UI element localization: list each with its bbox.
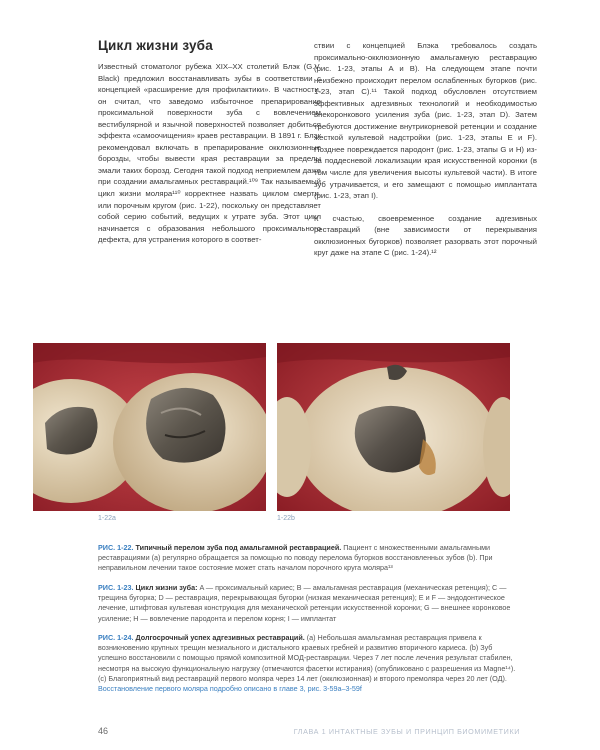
paragraph: К счастью, своевременное создание адгезивных реставраций (вне зависимости от перекрывания окклюзионных бугорков) позволяет разорвать этот порочный круг даже на этапе C (рис. 1-24).¹² <box>314 213 537 258</box>
caption-fig-1-23 <box>98 583 520 624</box>
caption-reference-link[interactable]: Восстановление первого моляра подробно описано в главе 3, рис. 3-59a–3-59f <box>98 684 362 694</box>
caption-fig-1-24 <box>98 633 520 694</box>
section-title: Цикл жизни зуба <box>98 38 213 53</box>
caption-fig-1-22 <box>98 543 520 574</box>
figure-label-b: 1-22b <box>277 515 295 522</box>
text-column-left <box>98 61 321 246</box>
page-number: 46 <box>98 726 109 736</box>
caption-title: Цикл жизни зуба: <box>135 583 198 592</box>
caption-number: РИС. 1-23. <box>98 583 134 592</box>
paragraph: Известный стоматолог рубежа XIX–XX столетий Блэк (G.V. Black) предложил восстанавливать зубы в соответствии с концепцией «расширение для профилактики». В частности, он считал, что заведомо избыточное препарирование проксимальной поверхности зуба с вовлечением вестибулярной и язычной поверхностей позволяет добиться эффекта «самоочищения» краев реставрации. В 1891 г. Блэк рекомендовал включать в препарирование окклюзионные борозды, чтобы вывести края реставрации за пределы эмали таких борозд. Сегодня такой подход неприемлем даже при создании амальгамных реставраций.¹⁰⁹ Так называемый цикл жизни моляра¹¹⁰ корректнее назвать циклом смерти, или порочным кругом (рис. 1-22), поскольку он представляет собой серию событий, ведущих к утрате зуба. Этот цикл начинается с образования небольшого проксимального дефекта, для устранения которого в соответ- <box>98 62 321 245</box>
caption-number: РИС. 1-22. <box>98 543 134 552</box>
figure-1-22a-photo <box>33 343 266 511</box>
caption-title: Долгосрочный успех адгезивных реставраций. <box>135 633 305 642</box>
paragraph: ствии с концепцией Блэка требовалось создать проксимально-окклюзионную амальгамную реставрацию (рис. 1-23, этапы A и B). На следующем этапе почти неизбежно происходит перелом ослабленных бугорков (рис. 1-23, этап C).¹¹ Такой подход обусловлен отсутствием эффективных адгезивных технологий и необходимостью внекоронкового усиления зуба (рис. 1-23, этап D). Затем требуются достижение внутрикорневой ретенции и создание жесткой культевой надстройки (рис. 1-23, этапы E и F). Позднее повреждается пародонт (рис. 1-23, этапы G и H) из-за поддесневой локализации края искусственной коронки (в том числе для увеличения высоты культевой части). В итоге зуб утрачивается, и его замещают с помощью имплантата (рис. 1-23, этап I). <box>314 41 537 201</box>
running-footer-chapter: ГЛАВА 1 ИНТАКТНЫЕ ЗУБЫ И ПРИНЦИП БИОМИМЕТИКИ <box>293 727 520 736</box>
caption-body: Пациент с множественными амальгамными реставрациями (a) регулярно обращается за помощью по поводу перелома бугорков восстановленных зубов (b). При неправильном лечении такое состояние может стать началом порочного круга моляра¹³ <box>98 543 493 573</box>
caption-body: (a) Небольшая амальгамная реставрация привела к возникновению крупных трещин мезиального и дистального краевых гребней и развитию вторичного кариеса. (b) Зуб успешно восстановили с помощью прямой композитной МОД-реставрации. Через 7 лет после лечения результат стабилен, несмотря на высокую функциональную нагрузку (отмечаются фасетки истирания) (опубликовано с разрешения из Magne¹⁴). (c) Благоприятный вид реставраций первого моляра через 14 лет (окклюзионная) и второго премоляра через 20 лет (ОД). <box>98 633 516 683</box>
caption-title: Типичный перелом зуба под амальгамной реставрацией. <box>135 543 342 552</box>
figure-label-a: 1-22a <box>98 515 116 522</box>
figure-1-22b-photo <box>277 343 510 511</box>
text-column-right <box>314 40 537 259</box>
caption-body: A — проксимальный кариес; B — амальгамная реставрация (механическая ретенция); C — трещина бугорка; D — реставрация, перекрывающая бугорки (низкая механическая ретенция); E и F — эндодонтическое лечение, штифтовая культевая конструкция для механической ретенции искусственной коронки; G — внешнее коронковое усиление; H — вовлечение пародонта и перелом корня; I — имплантат <box>98 583 511 623</box>
caption-number: РИС. 1-24. <box>98 633 134 642</box>
